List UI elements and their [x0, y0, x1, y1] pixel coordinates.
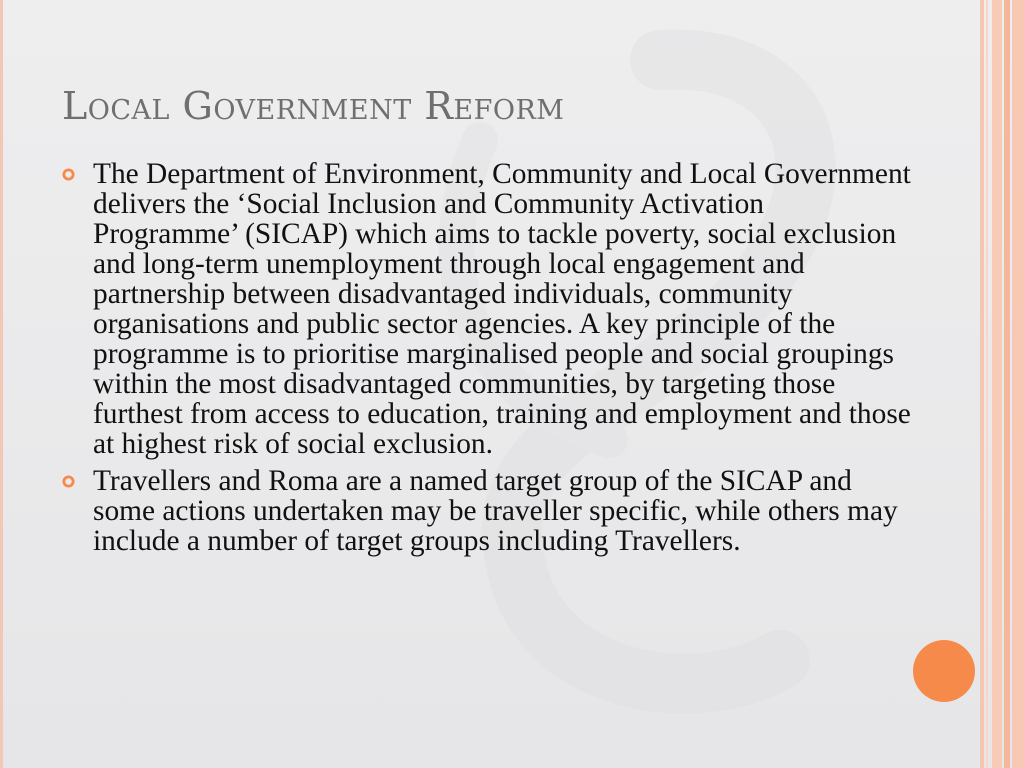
bullet-text: The Department of Environment, Community and Local Government delivers the ‘Social Inclusion and Community Activation Programme’ (SICAP) which aims to tackle poverty, social exclusion and long-term unemployment through local engagement and partnership between disadvantaged individuals, community organisations and public sector agencies. A key principle of the programme is to prioritise marginalised people and social groupings within the most disadvantaged communities, by targeting those furthest from access to education, training and employment and those at highest risk of social exclusion. — [93, 158, 911, 460]
bullet-text: Travellers and Roma are a named target group of the SICAP and some actions undertaken may be traveller specific, while others may include a number of target groups including Travellers. — [93, 465, 898, 557]
bullet-list — [62, 159, 912, 556]
bullet-item — [62, 466, 912, 556]
slide-title: Local Government Reform — [62, 84, 565, 128]
orange-circle-decoration — [913, 640, 975, 702]
decorative-stripe — [1012, 0, 1024, 768]
left-border-line — [0, 0, 3, 768]
ring-bullet-icon — [62, 475, 75, 488]
decorative-stripe — [1004, 0, 1010, 768]
decorative-stripe — [986, 0, 988, 768]
decorative-stripe — [980, 0, 984, 768]
bullet-item — [62, 159, 912, 459]
decorative-stripe — [992, 0, 1002, 768]
ring-bullet-icon — [62, 168, 75, 181]
